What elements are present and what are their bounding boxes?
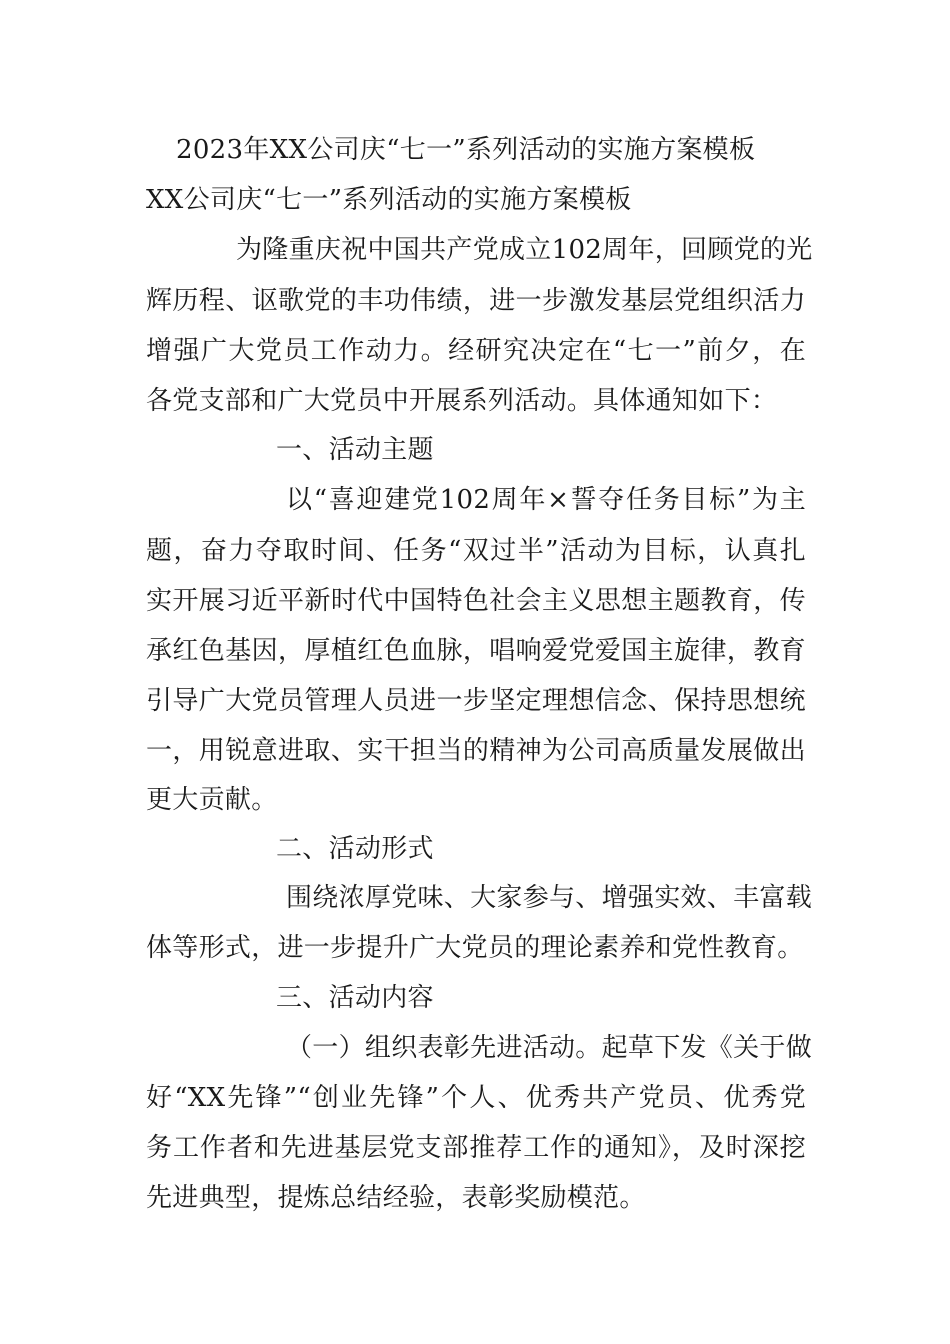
section1-line-4: 承红色基因，厚植红色血脉，唱响爱党爱国主旋律，教育 [146, 636, 806, 666]
section1-line-3: 实开展习近平新时代中国特色社会主义思想主题教育，传 [146, 586, 806, 616]
section2-line-2: 体等形式，进一步提升广大党员的理论素养和党性教育。 [146, 933, 804, 963]
section1-line-7: 更大贡献。 [146, 785, 278, 815]
intro-line-3: 增强广大党员工作动力。经研究决定在“七一”前夕，在 [146, 336, 806, 366]
section1-line-6: 一，用锐意进取、实干担当的精神为公司高质量发展做出 [146, 736, 806, 766]
section3-line-1: （一）组织表彰先进活动。起草下发《关于做 [286, 1033, 813, 1063]
section1-line-5: 引导广大党员管理人员进一步坚定理想信念、保持思想统 [146, 686, 806, 716]
section3-line-2: 好“XX先锋”“创业先锋”个人、优秀共产党员、优秀党 [146, 1083, 806, 1113]
intro-line-1: 为隆重庆祝中国共产党成立102周年，回顾党的光 [236, 235, 813, 265]
section3-line-4: 先进典型，提炼总结经验，表彰奖励模范。 [146, 1183, 646, 1213]
section-heading-3: 三、活动内容 [276, 983, 434, 1013]
intro-line-2: 辉历程、讴歌党的丰功伟绩，进一步激发基层党组织活力 [146, 286, 806, 316]
section2-line-1: 围绕浓厚党味、大家参与、增强实效、丰富载 [286, 883, 813, 913]
intro-line-4: 各党支部和广大党员中开展系列活动。具体通知如下： [146, 386, 778, 416]
section-heading-2: 二、活动形式 [276, 834, 434, 864]
section-heading-1: 一、活动主题 [276, 435, 434, 465]
document-subtitle: XX公司庆“七一”系列活动的实施方案模板 [146, 185, 632, 215]
section3-line-3: 务工作者和先进基层党支部推荐工作的通知》，及时深挖 [146, 1133, 806, 1163]
section1-line-1: 以“喜迎建党102周年×誓夺任务目标”为主 [286, 485, 806, 515]
document-title: 2023年XX公司庆“七一”系列活动的实施方案模板 [176, 135, 756, 165]
section1-line-2: 题，奋力夺取时间、任务“双过半”活动为目标，认真扎 [146, 536, 806, 566]
